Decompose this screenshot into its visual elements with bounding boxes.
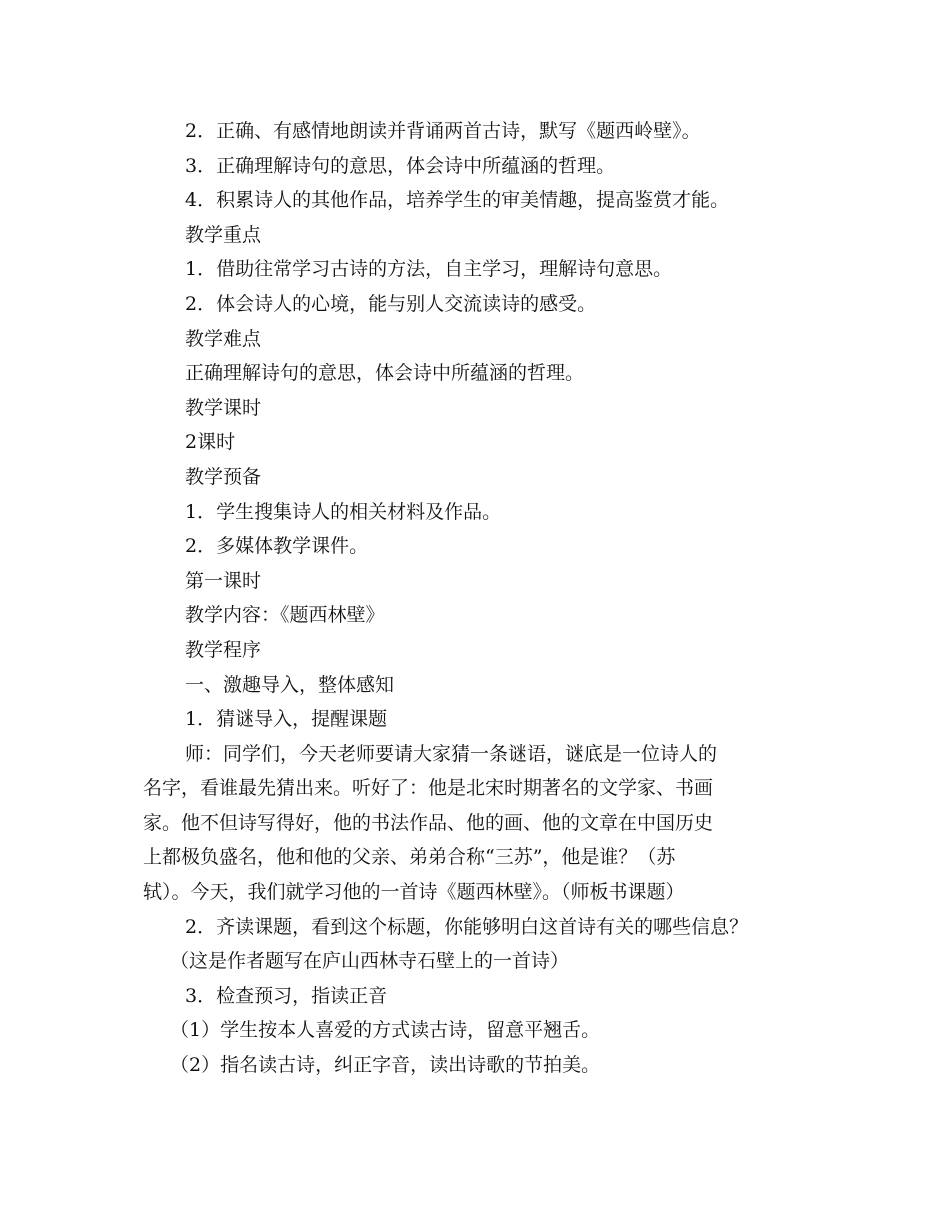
heading-first-lesson: 第一课时 [185, 569, 262, 592]
step-2-paragraph [143, 910, 813, 979]
riddle-paragraph [143, 737, 813, 910]
preparation-2: 2．多媒体教学课件。 [185, 535, 369, 558]
heading-teaching-focus: 教学重点 [185, 223, 262, 246]
riddle-line-2: 名字，看谁最先猜出来。听好了：他是北宋时期著名的文学家、书画 [143, 777, 714, 800]
objective-2: 2．正确、有感情地朗读并背诵两首古诗，默写《题西岭壁》。 [185, 120, 701, 142]
preparation-1: 1．学生搜集诗人的相关材料及作品。 [185, 500, 502, 523]
focus-1: 1．借助往常学习古诗的方法，自主学习，理解诗句意思。 [185, 258, 673, 281]
heading-teaching-procedure: 教学程序 [185, 638, 262, 661]
difficulty-text: 正确理解诗句的意思，体会诗中所蕴涵的哲理。 [185, 362, 585, 385]
riddle-line-1: 师：同学们，今天老师要请大家猜一条谜语，谜底是一位诗人的 [185, 742, 718, 765]
step-2-line-2: （这是作者题写在庐山西林寺石壁上的一首诗） [170, 950, 570, 973]
step-2-line-1: 2．齐读课题，看到这个标题，你能够明白这首诗有关的哪些信息？ [185, 915, 749, 938]
document-body [143, 114, 813, 1083]
focus-2: 2．体会诗人的心境，能与别人交流读诗的感受。 [185, 292, 597, 315]
step-3-item-1: （1）学生按本人喜爱的方式读古诗，留意平翘舌。 [170, 1019, 601, 1042]
step-1-heading: 1．猜谜导入，提醒课题 [185, 708, 388, 731]
heading-teaching-preparation: 教学预备 [185, 465, 262, 488]
step-3-item-2: （2）指名读古诗，纠正字音，读出诗歌的节拍美。 [170, 1054, 601, 1077]
heading-teaching-difficulty: 教学难点 [185, 327, 262, 350]
step-3-heading: 3．检查预习，指读正音 [185, 984, 388, 1007]
section-1-heading: 一、激趣导入，整体感知 [185, 673, 395, 696]
objective-3: 3．正确理解诗句的意思，体会诗中所蕴涵的哲理。 [185, 154, 616, 177]
riddle-line-5: 轼）。今天，我们就学习他的一首诗《题西林壁》。（师板书课题） [143, 881, 685, 904]
hours-text: 2课时 [185, 431, 236, 454]
riddle-line-3: 家。他不但诗写得好，他的书法作品、他的画、他的文章在中国历史 [143, 811, 714, 834]
objective-4: 4．积累诗人的其他作品，培养学生的审美情趣，提高鉴赏才能。 [185, 189, 730, 212]
lesson-content: 教学内容：《题西林壁》 [185, 604, 385, 627]
heading-teaching-hours: 教学课时 [185, 396, 262, 419]
riddle-line-4: 上都极负盛名，他和他的父亲、弟弟合称“三苏”，他是谁？（苏 [143, 846, 676, 869]
